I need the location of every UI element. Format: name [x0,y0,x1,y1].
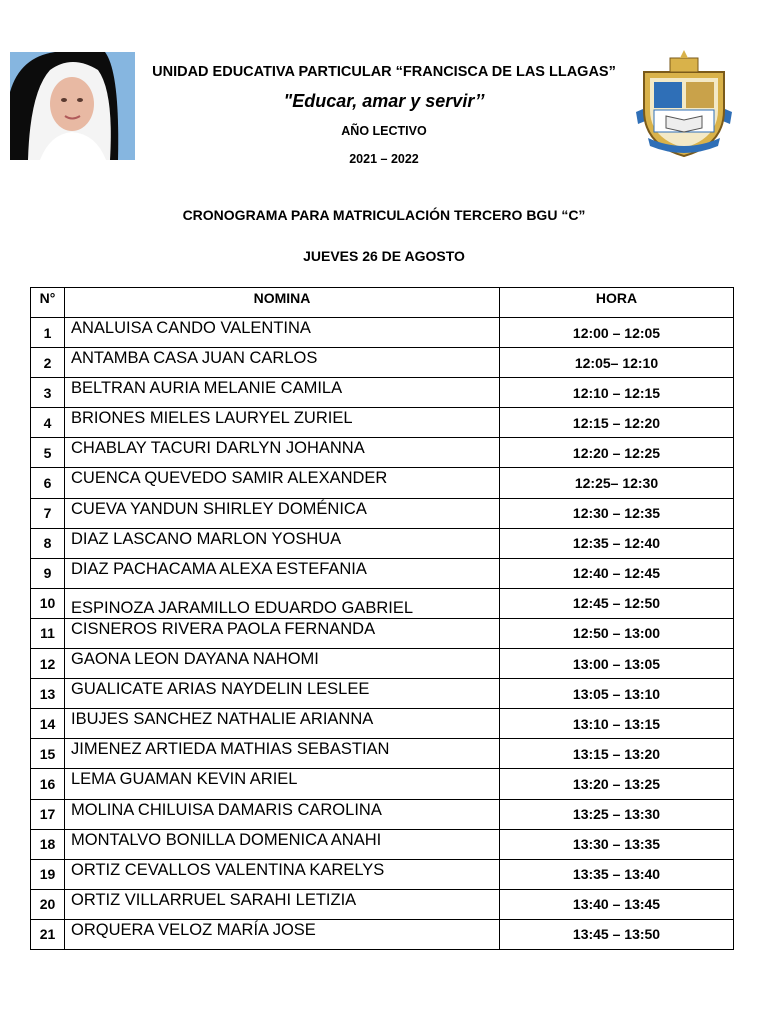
table-row [31,739,734,769]
row-number: 2 [31,348,65,378]
table-row [31,408,734,438]
row-number: 18 [31,829,65,859]
row-number: 9 [31,558,65,588]
row-number: 20 [31,889,65,919]
student-name: LEMA GUAMAN KEVIN ARIEL [65,769,500,799]
school-crest-logo [630,50,738,160]
table-row [31,468,734,498]
student-name: DIAZ PACHACAMA ALEXA ESTEFANIA [65,558,500,588]
row-number: 10 [31,588,65,618]
time-slot: 13:05 – 13:10 [500,679,734,709]
student-name: GUALICATE ARIAS NAYDELIN LESLEE [65,679,500,709]
row-number: 21 [31,919,65,949]
document-title: CRONOGRAMA PARA MATRICULACIÓN TERCERO BGU “C” [182,207,586,223]
table-row [31,889,734,919]
row-number: 15 [31,739,65,769]
time-slot: 12:15 – 12:20 [500,408,734,438]
student-name: BELTRAN AURIA MELANIE CAMILA [65,378,500,408]
time-slot: 12:10 – 12:15 [500,378,734,408]
student-name: CUEVA YANDUN SHIRLEY DOMÉNICA [65,498,500,528]
student-name: CHABLAY TACURI DARLYN JOHANNA [65,438,500,468]
student-name: ORTIZ VILLARRUEL SARAHI LETIZIA [65,889,500,919]
table-row [31,799,734,829]
row-number: 11 [31,618,65,648]
student-name: GAONA LEON DAYANA NAHOMI [65,649,500,679]
row-number: 17 [31,799,65,829]
table-row [31,588,734,618]
student-name: CISNEROS RIVERA PAOLA FERNANDA [65,618,500,648]
time-slot: 13:45 – 13:50 [500,919,734,949]
row-number: 16 [31,769,65,799]
table-body [31,318,734,950]
student-name: DIAZ LASCANO MARLON YOSHUA [65,528,500,558]
schedule-date: JUEVES 26 DE AGOSTO [303,248,465,264]
time-slot: 12:25– 12:30 [500,468,734,498]
time-slot: 12:30 – 12:35 [500,498,734,528]
table-row [31,378,734,408]
table-row [31,438,734,468]
table-row [31,498,734,528]
student-name: MOLINA CHILUISA DAMARIS CAROLINA [65,799,500,829]
crest-icon [630,50,738,160]
student-name: JIMENEZ ARTIEDA MATHIAS SEBASTIAN [65,739,500,769]
time-slot: 13:25 – 13:30 [500,799,734,829]
column-header-time: HORA [500,288,734,318]
student-name: ESPINOZA JARAMILLO EDUARDO GABRIEL [65,588,500,618]
time-slot: 12:45 – 12:50 [500,588,734,618]
student-name: ANALUISA CANDO VALENTINA [65,318,500,348]
row-number: 6 [31,468,65,498]
time-slot: 13:15 – 13:20 [500,739,734,769]
table-row [31,709,734,739]
row-number: 19 [31,859,65,889]
student-name: IBUJES SANCHEZ NATHALIE ARIANNA [65,709,500,739]
row-number: 12 [31,649,65,679]
school-name: UNIDAD EDUCATIVA PARTICULAR “FRANCISCA DE LAS LLAGAS” [152,64,616,80]
time-slot: 13:00 – 13:05 [500,649,734,679]
time-slot: 13:35 – 13:40 [500,859,734,889]
row-number: 3 [31,378,65,408]
column-header-name: NOMINA [65,288,500,318]
time-slot: 12:35 – 12:40 [500,528,734,558]
time-slot: 12:05– 12:10 [500,348,734,378]
row-number: 14 [31,709,65,739]
table-row [31,649,734,679]
table-row [31,318,734,348]
enrollment-schedule-table [30,287,734,950]
time-slot: 13:20 – 13:25 [500,769,734,799]
table-header-row [31,288,734,318]
time-slot: 13:30 – 13:35 [500,829,734,859]
table-row [31,769,734,799]
student-name: BRIONES MIELES LAURYEL ZURIEL [65,408,500,438]
row-number: 7 [31,498,65,528]
student-name: CUENCA QUEVEDO SAMIR ALEXANDER [65,468,500,498]
time-slot: 12:50 – 13:00 [500,618,734,648]
table-row [31,919,734,949]
year-label: AÑO LECTIVO [341,124,427,138]
student-name: ORQUERA VELOZ MARÍA JOSE [65,919,500,949]
student-name: MONTALVO BONILLA DOMENICA ANAHI [65,829,500,859]
school-year: 2021 – 2022 [349,152,419,166]
time-slot: 12:20 – 12:25 [500,438,734,468]
time-slot: 13:10 – 13:15 [500,709,734,739]
column-header-number: N° [31,288,65,318]
table-row [31,829,734,859]
table-row [31,558,734,588]
table-row [31,618,734,648]
time-slot: 12:40 – 12:45 [500,558,734,588]
row-number: 5 [31,438,65,468]
table-row [31,528,734,558]
time-slot: 13:40 – 13:45 [500,889,734,919]
school-motto: "Educar, amar y servir’’ [283,91,485,111]
time-slot: 12:00 – 12:05 [500,318,734,348]
table-row [31,859,734,889]
row-number: 1 [31,318,65,348]
student-name: ORTIZ CEVALLOS VALENTINA KARELYS [65,859,500,889]
row-number: 4 [31,408,65,438]
row-number: 13 [31,679,65,709]
row-number: 8 [31,528,65,558]
student-name: ANTAMBA CASA JUAN CARLOS [65,348,500,378]
table-row [31,679,734,709]
table-row [31,348,734,378]
